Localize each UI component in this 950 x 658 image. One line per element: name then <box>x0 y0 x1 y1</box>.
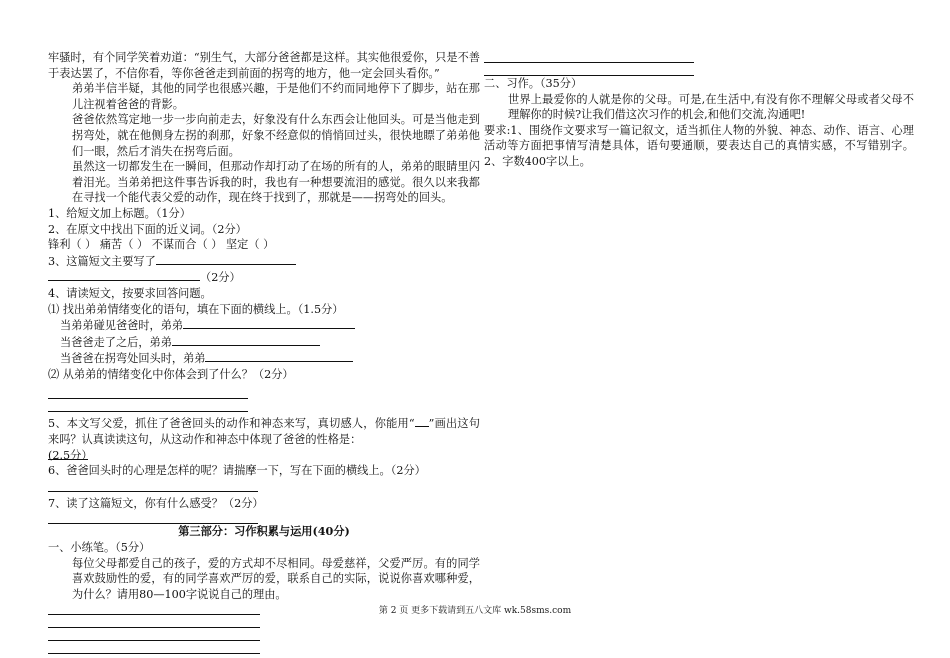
composition-text: 世界上最爱你的人就是你的父母。可是,在生活中,有没有你不理解父母或者父母不理解你的时候?让我们借这次习作的机会,和他们交流,沟通吧! <box>508 92 914 122</box>
answer-line[interactable] <box>48 615 260 628</box>
question-1: 1、给短文加上标题。（1分） <box>48 206 191 220</box>
story-paragraph-1: 牢骚时，有个同学笑着劝道：“别生气，大部分爸爸都是这样。其实他很爱你，只是不善于表达罢了，不信你看，等你爸爸走到前面的拐弯的地方，他一定会回头看你。” <box>48 51 480 80</box>
question-2-words: 锋利（ ） 痛苦（ ） 不谋而合（ ） 坚定（ ） <box>48 238 275 252</box>
question-4: 4、请读短文，按要求回答问题。 <box>48 286 212 300</box>
question-5-cont <box>48 448 480 464</box>
composition-title: 二、习作。（35分） <box>484 77 583 90</box>
question-2: 2、在原文中找出下面的近义词。（2分） <box>48 222 247 236</box>
answer-line[interactable] <box>48 399 248 412</box>
page-footer: 第 2 页 更多下载请到五八文库 wk.58sms.com <box>378 606 572 616</box>
right-column <box>484 50 914 170</box>
question-4-1a-label: 当弟弟碰见爸爸时，弟弟 <box>60 319 184 333</box>
question-3-score: （2分） <box>200 271 241 285</box>
practice-title: 一、小练笔。（5分） <box>48 541 151 555</box>
section-3-title: 第三部分：习作积累与运用(40分) <box>178 524 350 539</box>
answer-blank[interactable] <box>172 334 320 346</box>
answer-line[interactable] <box>484 50 694 63</box>
story-paragraph-3: 爸爸依然笃定地一步一步向前走去，好象没有什么东西会让他回头。可是当他走到拐弯处，就在他侧身左拐的刹那，好象不经意似的悄悄回过头，很快地瞟了弟弟他们一眼，然后才消失在拐弯后面。 <box>72 113 480 158</box>
answer-line[interactable] <box>48 386 248 399</box>
answer-blank[interactable] <box>156 253 296 265</box>
question-6: 6、爸爸回头时的心理是怎样的呢？请揣摩一下，写在下面的横线上。（2分） <box>48 464 426 478</box>
question-4-1b-label: 当爸爸走了之后，弟弟 <box>60 335 172 349</box>
question-7: 7、读了这篇短文，你有什么感受？（2分） <box>48 496 264 510</box>
question-4-1: ⑴ 找出弟弟情绪变化的语句，填在下面的横线上。（1.5分） <box>48 302 344 316</box>
practice-text: 每位父母都爱自己的孩子，爱的方式却不尽相同。母爱慈祥，父爱严厉。有的同学喜欢鼓励性的爱，有的同学喜欢严厉的爱，联系自己的实际，说说你喜欢哪种爱，为什么？请用80—100字说说自己的理由。 <box>72 556 480 601</box>
answer-line[interactable] <box>48 641 260 654</box>
answer-blank[interactable] <box>183 317 355 329</box>
question-3 <box>48 253 480 270</box>
answer-line[interactable] <box>48 511 258 524</box>
question-4-1c-label: 当爸爸在拐弯处回头时，弟弟 <box>60 352 206 366</box>
story-paragraph-2: 弟弟半信半疑，其他的同学也很感兴趣，于是他们不约而同地停下了脚步，站在那儿注视着爸爸的背影。 <box>72 82 480 111</box>
question-5-score: (2.5分） <box>48 448 93 462</box>
answer-blank[interactable] <box>415 415 429 427</box>
story-paragraph-4: 虽然这一切都发生在一瞬间，但那动作却打动了在场的所有的人，弟弟的眼睛里闪着泪光。当弟弟把这件事告诉我的时，我也有一种想要流泪的感觉。很久以来我都在寻找一个能代表父爱的动作，现在终于找到了，那就是——拐弯处的回头。 <box>72 160 480 205</box>
question-4-1a <box>48 317 480 334</box>
question-4-1b <box>48 334 480 351</box>
question-5-text-a: 5、本文写父爱，抓住了爸爸回头的动作和神态来写，真切感人，你能用“ <box>48 417 415 431</box>
answer-line[interactable] <box>48 628 260 641</box>
question-4-2: ⑵ 从弟弟的情绪变化中你体会到了什么？（2分） <box>48 367 294 381</box>
left-column <box>48 50 480 654</box>
composition-requirements: 要求:1、围绕作文要求写一篇记叙文，适当抓住人物的外貌、神态、动作、语言、心理活动等方面把事情写清楚具体，语句要通顺，要表达自己的真情实感，不写错别字。2、字数400字以上。 <box>484 123 914 168</box>
question-5-text-b: ”画出这句来吗？认真读读这句，从这动作和神态中体现了爸爸的性格是： <box>48 417 480 447</box>
answer-blank[interactable] <box>48 269 200 281</box>
question-3-label: 3、这篇短文主要写了 <box>48 254 156 268</box>
question-3-cont <box>48 269 480 286</box>
answer-line[interactable] <box>48 479 258 492</box>
answer-line[interactable] <box>484 63 694 76</box>
question-5 <box>48 415 480 447</box>
question-4-1c <box>48 350 480 367</box>
answer-blank[interactable] <box>205 350 353 362</box>
